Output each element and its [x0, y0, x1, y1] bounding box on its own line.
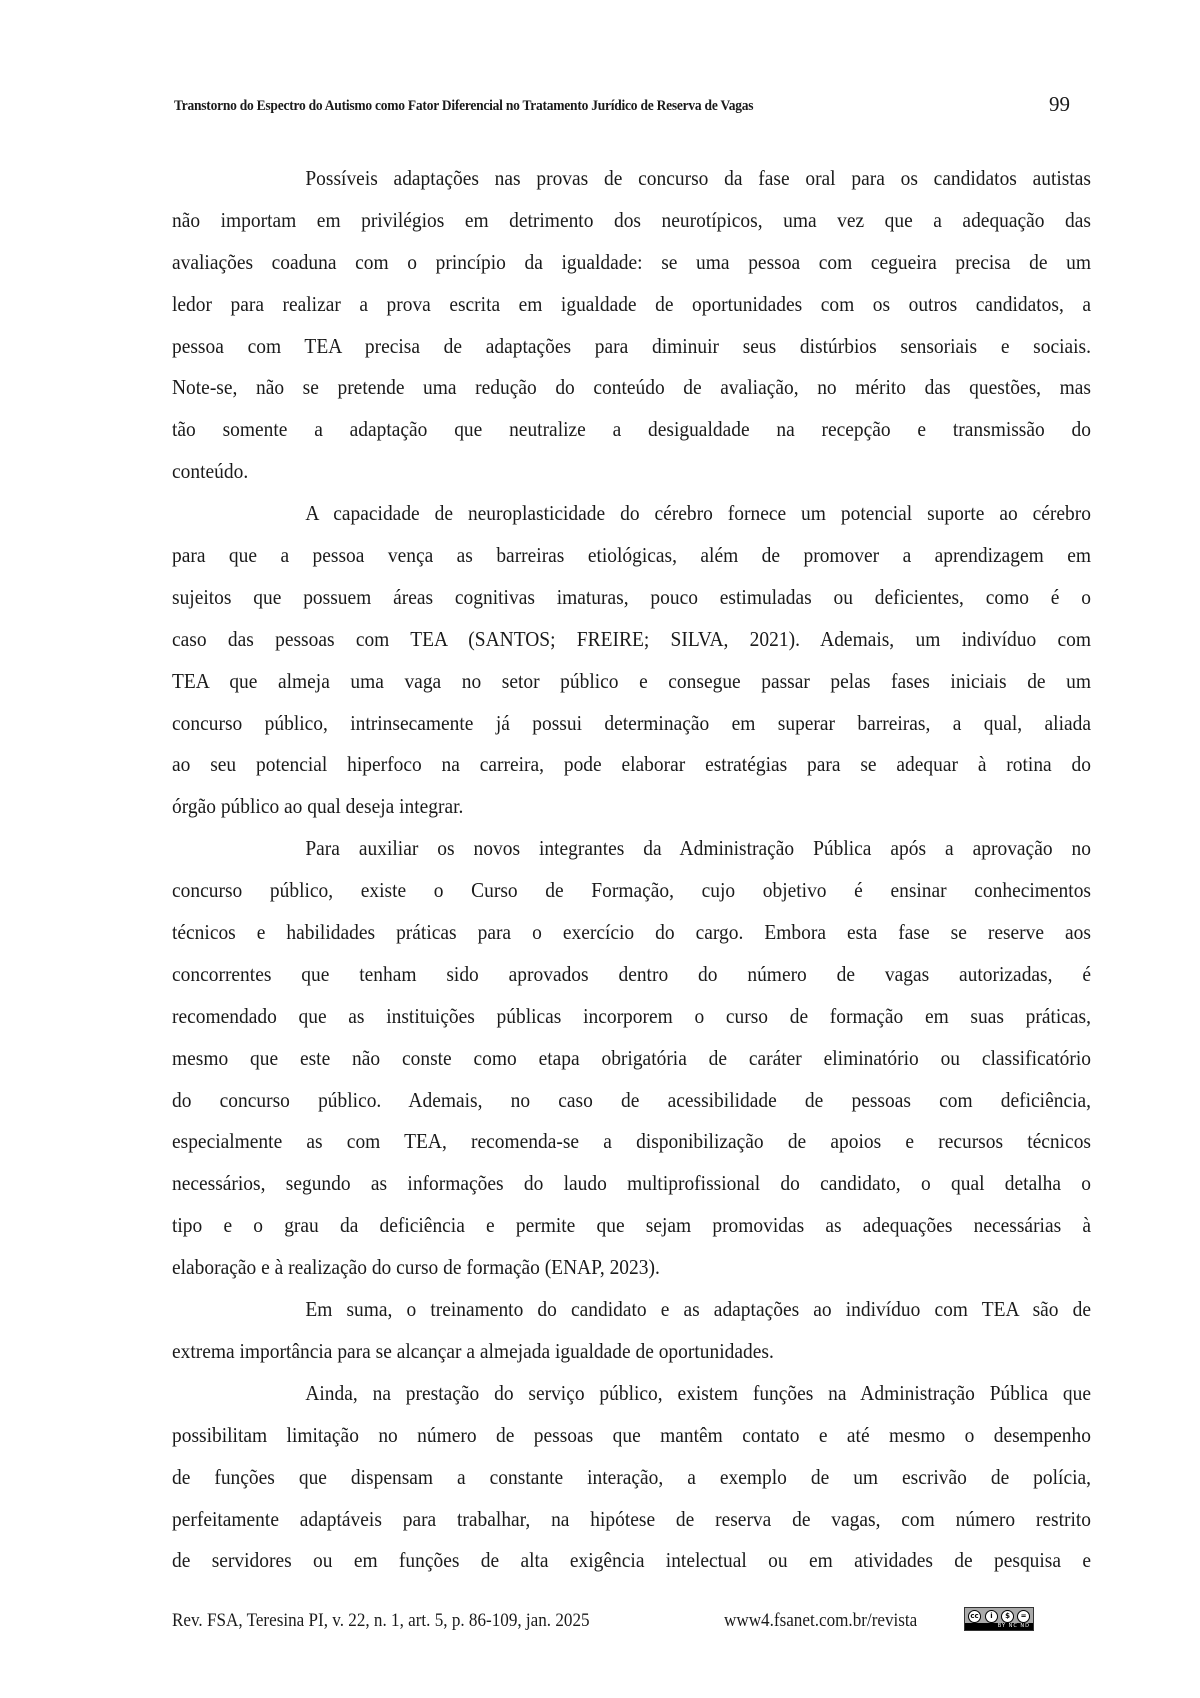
text-line-content: mesmo que este não conste como etapa obrigatória de caráter eliminatório ou classificatório: [172, 1045, 1091, 1070]
text-line-content: Para auxiliar os novos integrantes da Administração Pública após a aprovação no: [305, 836, 1091, 861]
text-line: [172, 912, 1091, 954]
text-line-content: elaboração e à realização do curso de formação (ENAP, 2023).: [172, 1255, 660, 1280]
paragraph: [172, 493, 1091, 828]
text-line-content: Possíveis adaptações nas provas de concurso da fase oral para os candidatos autistas: [305, 166, 1091, 190]
text-line: [172, 158, 1091, 200]
text-line: [172, 1415, 1091, 1457]
text-line-content: concorrentes que tenham sido aprovados dentro do número de vagas autorizadas, é: [172, 961, 1091, 986]
text-line-content: perfeitamente adaptáveis para trabalhar, na hipótese de reserva de vagas, com número restrito: [172, 1506, 1091, 1531]
text-line-content: recomendado que as instituições públicas incorporem o curso de formação em suas práticas,: [172, 1003, 1091, 1028]
text-line-content: necessários, segundo as informações do laudo multiprofissional do candidato, o qual detalha o: [172, 1171, 1091, 1196]
paragraph: [172, 828, 1091, 1289]
text-line: [172, 619, 1091, 661]
text-line-content: caso das pessoas com TEA (SANTOS; FREIRE; SILVA, 2021). Ademais, um indivíduo com: [172, 626, 1091, 651]
noncommercial-icon: $: [1001, 1610, 1014, 1623]
running-title: Transtorno do Espectro do Autismo como Fator Diferencial no Tratamento Jurídico de Reserva de Vagas: [174, 98, 754, 114]
text-line: [172, 1373, 1091, 1415]
text-line: [172, 535, 1091, 577]
text-line: [172, 744, 1091, 786]
text-line: [172, 200, 1091, 242]
attribution-icon: i: [985, 1610, 998, 1623]
text-line-content: TEA que almeja uma vaga no setor público e consegue passar pelas fases iniciais de um: [172, 668, 1091, 693]
text-line: [172, 326, 1091, 368]
text-line: [172, 1499, 1091, 1541]
text-line-content: Em suma, o treinamento do candidato e as adaptações ao indivíduo com TEA são de: [305, 1297, 1091, 1322]
page-number: 99: [1049, 92, 1070, 116]
text-line: [172, 1080, 1091, 1122]
text-line: [172, 577, 1091, 619]
text-line-content: extrema importância para se alcançar a almejada igualdade de oportunidades.: [172, 1338, 774, 1363]
text-line-content: ao seu potencial hiperfoco na carreira, pode elaborar estratégias para se adequar à rotina do: [172, 752, 1091, 777]
text-line-content: A capacidade de neuroplasticidade do cérebro fornece um potencial suporte ao cérebro: [305, 501, 1091, 526]
text-line: [172, 1289, 1091, 1331]
text-line-content: tão somente a adaptação que neutralize a desigualdade na recepção e transmissão do: [172, 417, 1091, 442]
text-line: [172, 493, 1091, 535]
paragraph: [172, 1373, 1091, 1582]
text-line: [172, 703, 1091, 745]
text-line-content: sujeitos que possuem áreas cognitivas imaturas, pouco estimuladas ou deficientes, como é o: [172, 584, 1091, 609]
text-line: [172, 1540, 1091, 1582]
text-line-content: para que a pessoa vença as barreiras etiológicas, além de promover a aprendizagem em: [172, 543, 1091, 568]
text-line: [172, 786, 1091, 828]
text-line-content: não importam em privilégios em detrimento dos neurotípicos, uma vez que a adequação das: [172, 207, 1091, 232]
text-line-content: pessoa com TEA precisa de adaptações para diminuir seus distúrbios sensoriais e sociais.: [172, 333, 1091, 358]
license-label-bar: BY NC ND: [965, 1623, 1033, 1630]
text-line-content: órgão público ao qual deseja integrar.: [172, 794, 464, 819]
text-line: [172, 954, 1091, 996]
text-line-content: técnicos e habilidades práticas para o exercício do cargo. Embora esta fase se reserve aos: [172, 920, 1091, 945]
paragraph: [172, 1289, 1091, 1373]
footer-citation: Rev. FSA, Teresina PI, v. 22, n. 1, art. 5, p. 86-109, jan. 2025: [172, 1610, 590, 1631]
text-line-content: concurso público, existe o Curso de Formação, cujo objetivo é ensinar conhecimentos: [172, 878, 1091, 903]
text-line: [172, 367, 1091, 409]
text-line-content: avaliações coaduna com o princípio da igualdade: se uma pessoa com cegueira precisa de um: [172, 249, 1091, 274]
text-line: [172, 828, 1091, 870]
text-line-content: tipo e o grau da deficiência e permite que sejam promovidas as adequações necessárias à: [172, 1213, 1091, 1238]
cc-icon: cc: [968, 1610, 981, 1623]
text-line: [172, 409, 1091, 451]
text-line: [172, 1457, 1091, 1499]
text-line-content: especialmente as com TEA, recomenda-se a disponibilização de apoios e recursos técnicos: [172, 1129, 1091, 1154]
text-line: [172, 1121, 1091, 1163]
text-line: [172, 1247, 1091, 1289]
text-line: [172, 870, 1091, 912]
noderivatives-icon: =: [1017, 1610, 1030, 1623]
text-line-content: ledor para realizar a prova escrita em igualdade de oportunidades com os outros candidatos, a: [172, 291, 1091, 316]
text-line: [172, 284, 1091, 326]
paragraph: [172, 158, 1091, 493]
text-line: [172, 1038, 1091, 1080]
text-line: [172, 1205, 1091, 1247]
text-line-content: de servidores ou em funções de alta exigência intelectual ou em atividades de pesquisa e: [172, 1548, 1091, 1573]
text-line: [172, 661, 1091, 703]
text-line: [172, 242, 1091, 284]
text-line: [172, 451, 1091, 493]
text-line-content: concurso público, intrinsecamente já possui determinação em superar barreiras, a qual, aliada: [172, 710, 1091, 735]
article-body: [172, 158, 1091, 1582]
text-line-content: Note-se, não se pretende uma redução do conteúdo de avaliação, no mérito das questões, mas: [172, 375, 1091, 400]
footer-url[interactable]: www4.fsanet.com.br/revista: [724, 1610, 918, 1631]
text-line: [172, 1163, 1091, 1205]
text-line-content: possibilitam limitação no número de pessoas que mantêm contato e até mesmo o desempenho: [172, 1422, 1091, 1447]
creative-commons-by-nc-nd-icon: [964, 1607, 1034, 1631]
text-line-content: conteúdo.: [172, 459, 249, 484]
text-line-content: de funções que dispensam a constante interação, a exemplo de um escrivão de polícia,: [172, 1464, 1091, 1489]
text-line-content: Ainda, na prestação do serviço público, existem funções na Administração Pública que: [305, 1380, 1091, 1405]
text-line: [172, 1331, 1091, 1373]
text-line: [172, 996, 1091, 1038]
text-line-content: do concurso público. Ademais, no caso de acessibilidade de pessoas com deficiência,: [172, 1087, 1091, 1112]
